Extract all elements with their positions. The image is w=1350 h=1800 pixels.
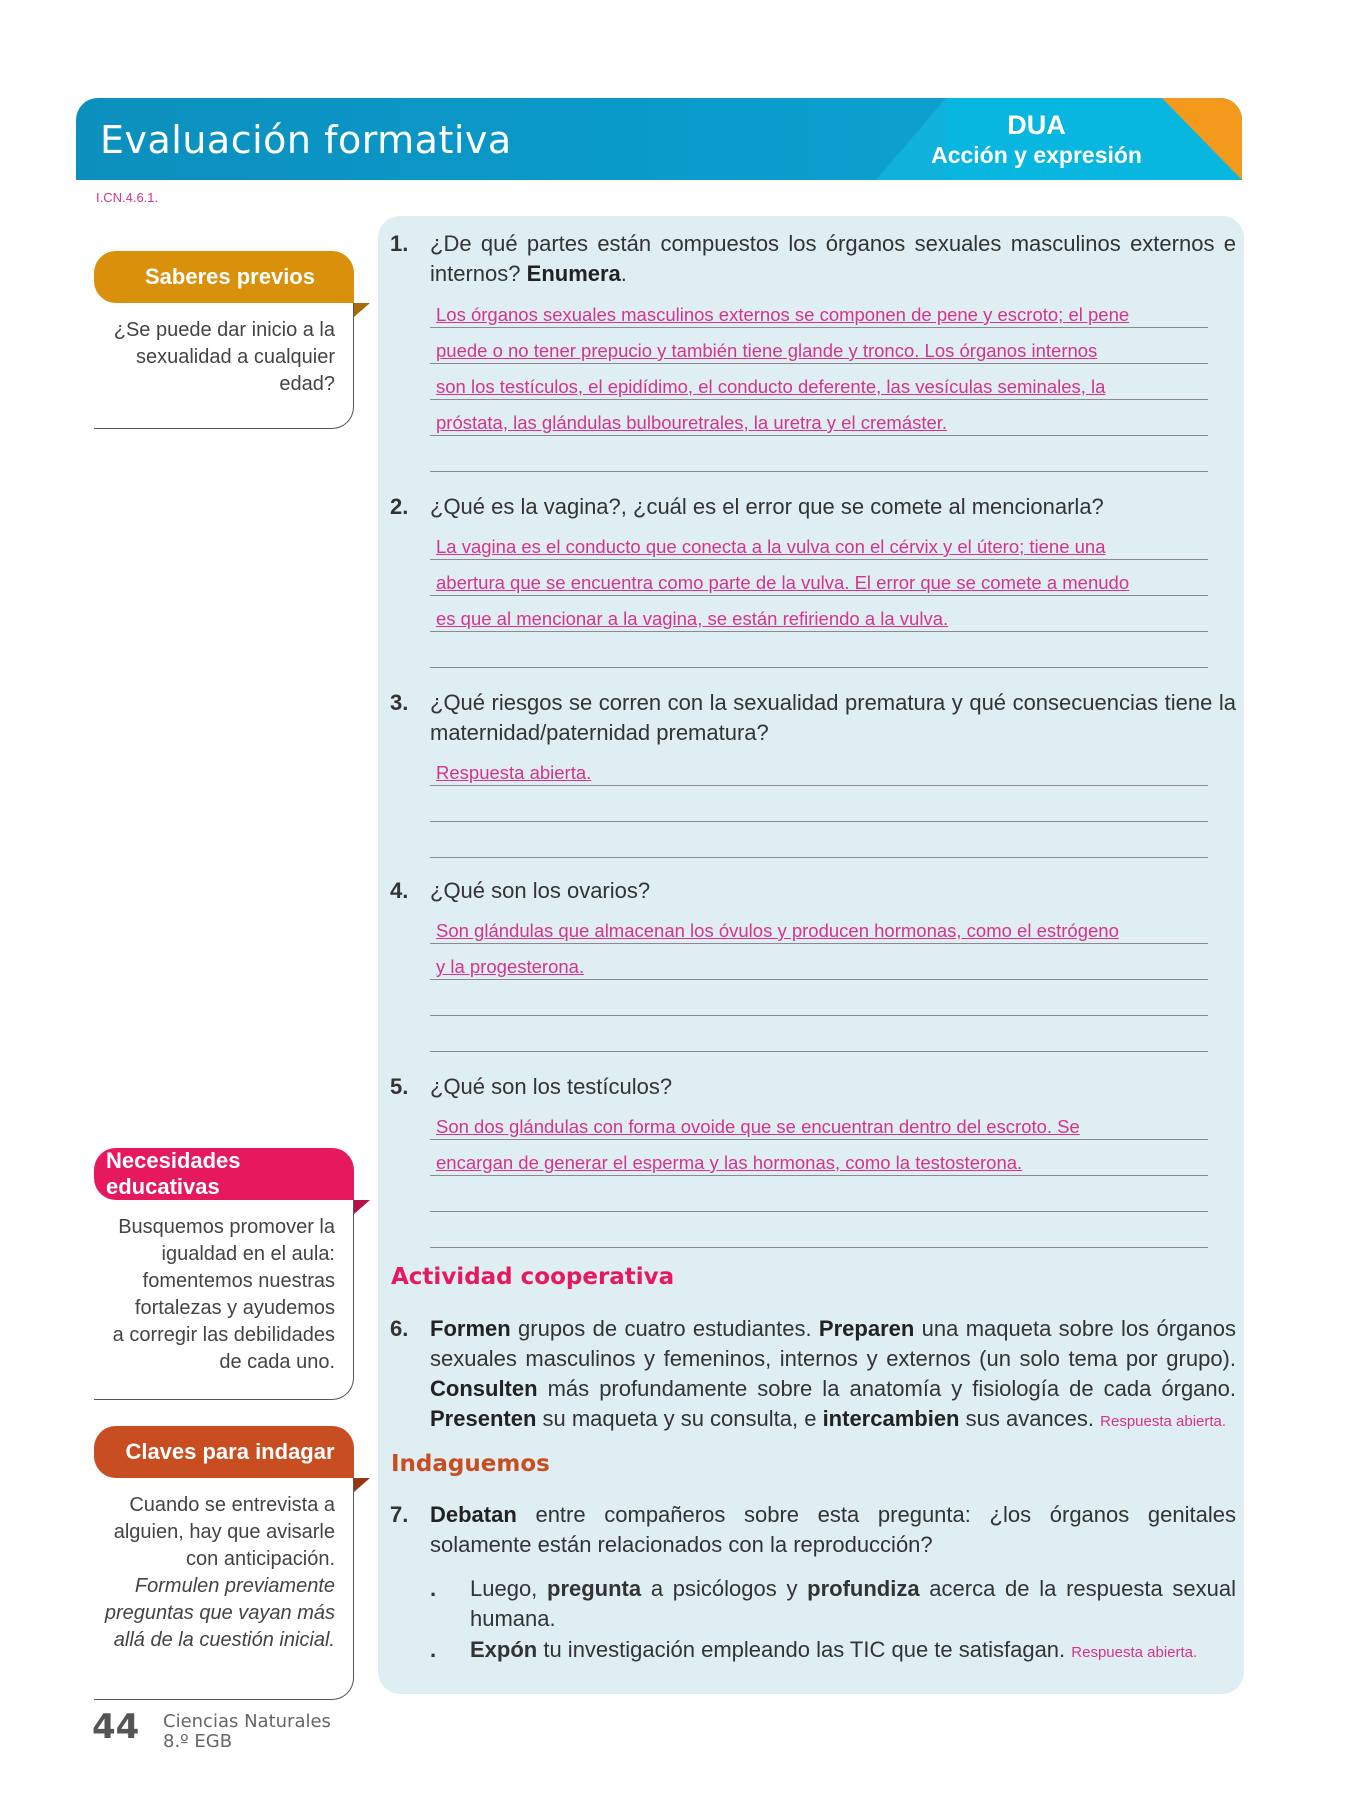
question-number: 6. (390, 1316, 409, 1341)
saberes-line: sexualidad a cualquier (135, 346, 335, 368)
necesidades-body (94, 1200, 354, 1400)
question-text: Formen grupos de cuatro estudiantes. Preparen una maqueta sobre los órganos sexuales masculinos y femeninos, internos y externos (un solo tema por grupo). Consulten más profundamente sobre la anatomía y fisiología de cada órgano. Presenten su maqueta y su consulta, e intercambien sus avances. Respuesta abierta. (430, 1316, 1236, 1431)
question-bold-verb: Enumera (526, 261, 621, 286)
bullet-dot: . (430, 1576, 437, 1601)
answer-line[interactable] (430, 1212, 1208, 1248)
bullet-item: . Luego, pregunta a psicólogos y profundiza acerca de la respuesta sexual humana. (430, 1576, 1236, 1631)
answer-line[interactable]: encargan de generar el esperma y las hormonas, como la testosterona. (430, 1140, 1208, 1176)
answer-line[interactable]: La vagina es el conducto que conecta a la vulva con el cérvix y el útero; tiene una (430, 524, 1208, 560)
claves-line: con anticipación. (186, 1548, 335, 1570)
answer-line[interactable]: Los órganos sexuales masculinos externos se componen de pene y escroto; el pene (430, 292, 1208, 328)
necesidades-line: a corregir las debilidades (112, 1324, 335, 1346)
bullet-dot: . (430, 1637, 437, 1662)
question-4 (390, 876, 1236, 906)
necesidades-box (94, 1148, 354, 1400)
question-number: 2. (390, 494, 409, 519)
question-number: 3. (390, 690, 409, 715)
answer-note: Respuesta abierta. (1100, 1413, 1227, 1430)
question-number: 4. (390, 878, 409, 903)
saberes-line: edad? (279, 373, 335, 395)
bullet-item: . Expón tu investigación empleando las TIC que te satisfagan. Respuesta abierta. (430, 1635, 1236, 1668)
question-text: ¿Qué son los testículos? (430, 1074, 673, 1099)
necesidades-line: de cada uno. (219, 1351, 335, 1373)
page-number: 44 (92, 1707, 140, 1747)
question-3 (390, 688, 1236, 748)
question-5 (390, 1072, 1236, 1102)
answer-line[interactable]: próstata, las glándulas bulbouretrales, la uretra y el cremáster. (430, 400, 1208, 436)
claves-tab: Claves para indagar (94, 1426, 354, 1478)
answer-line[interactable] (430, 822, 1208, 858)
answer-line[interactable] (430, 1016, 1208, 1052)
footer-subject (163, 1712, 331, 1752)
answer-lines-5 (430, 1104, 1208, 1248)
page-header (76, 98, 1242, 180)
answer-line[interactable] (430, 980, 1208, 1016)
claves-italic-line: Formulen previamente (134, 1575, 335, 1597)
answer-lines-3 (430, 750, 1208, 858)
necesidades-line: fomentemos nuestras (142, 1270, 335, 1292)
answer-line[interactable]: y la progesterona. (430, 944, 1208, 980)
claves-body (94, 1478, 354, 1700)
grade-label: 8.º EGB (163, 1731, 233, 1752)
answer-line[interactable] (430, 786, 1208, 822)
question-text: ¿Qué riesgos se corren con la sexualidad prematura y qué consecuencias tiene la maternidad/paternidad prematura? (430, 690, 1236, 745)
question-7 (390, 1500, 1236, 1560)
question-text: ¿De qué partes están compuestos los órganos sexuales masculinos externos e internos? Enumera. (430, 231, 1236, 286)
answer-lines-2 (430, 524, 1208, 668)
answer-line[interactable]: puede o no tener prepucio y también tiene glande y tronco. Los órganos internos (430, 328, 1208, 364)
claves-italic-line: allá de la cuestión inicial. (113, 1629, 335, 1651)
question-6 (390, 1314, 1236, 1437)
answer-line[interactable]: abertura que se encuentra como parte de la vulva. El error que se comete a menudo (430, 560, 1208, 596)
claves-line: Cuando se entrevista a (129, 1494, 335, 1516)
answer-lines-1 (430, 292, 1208, 472)
answer-line[interactable] (430, 1176, 1208, 1212)
saberes-previos-body (94, 303, 354, 429)
indicator-code: I.CN.4.6.1. (96, 190, 159, 205)
subject-name: Ciencias Naturales (163, 1711, 331, 1732)
saberes-previos-box (94, 251, 354, 429)
question-1 (390, 229, 1236, 289)
dua-subtitle: Acción y expresión (931, 142, 1142, 168)
question-text: ¿Qué es la vagina?, ¿cuál es el error que se comete al mencionarla? (430, 494, 1104, 519)
saberes-line: ¿Se puede dar inicio a la (113, 319, 335, 341)
question-text: ¿Qué son los ovarios? (430, 878, 651, 903)
answer-line[interactable] (430, 436, 1208, 472)
claves-line: alguien, hay que avisarle (113, 1521, 335, 1543)
answer-note: Respuesta abierta. (1071, 1644, 1198, 1661)
dua-title: DUA (1007, 110, 1066, 140)
necesidades-line: fortalezas y ayudemos (134, 1297, 335, 1319)
cooperativa-heading: Actividad cooperativa (391, 1264, 675, 1290)
necesidades-tab: Necesidades educativas (94, 1148, 354, 1200)
question-number: 7. (390, 1502, 409, 1527)
answer-line[interactable]: son los testículos, el epidídimo, el conducto deferente, las vesículas seminales, la (430, 364, 1208, 400)
claves-italic-line: preguntas que vayan más (104, 1602, 335, 1624)
necesidades-line: Busquemos promover la (118, 1216, 335, 1238)
saberes-previos-tab: Saberes previos (94, 251, 354, 303)
answer-line[interactable]: es que al mencionar a la vagina, se están refiriendo a la vulva. (430, 596, 1208, 632)
question-number: 5. (390, 1074, 409, 1099)
answer-lines-4 (430, 908, 1208, 1052)
question-number: 1. (390, 231, 409, 256)
answer-line[interactable]: Son glándulas que almacenan los óvulos y producen hormonas, como el estrógeno (430, 908, 1208, 944)
answer-line[interactable]: Respuesta abierta. (430, 750, 1208, 786)
answer-line[interactable]: Son dos glándulas con forma ovoide que se encuentran dentro del escroto. Se (430, 1104, 1208, 1140)
claves-box (94, 1426, 354, 1700)
necesidades-line: igualdad en el aula: (161, 1243, 335, 1265)
dua-label (931, 110, 1142, 169)
answer-line[interactable] (430, 632, 1208, 668)
indaguemos-heading: Indaguemos (391, 1451, 550, 1477)
page-title: Evaluación formativa (100, 118, 512, 162)
question-2 (390, 492, 1236, 522)
question-text: Debatan entre compañeros sobre esta pregunta: ¿los órganos genitales solamente están relacionados con la reproducción? (430, 1502, 1236, 1557)
